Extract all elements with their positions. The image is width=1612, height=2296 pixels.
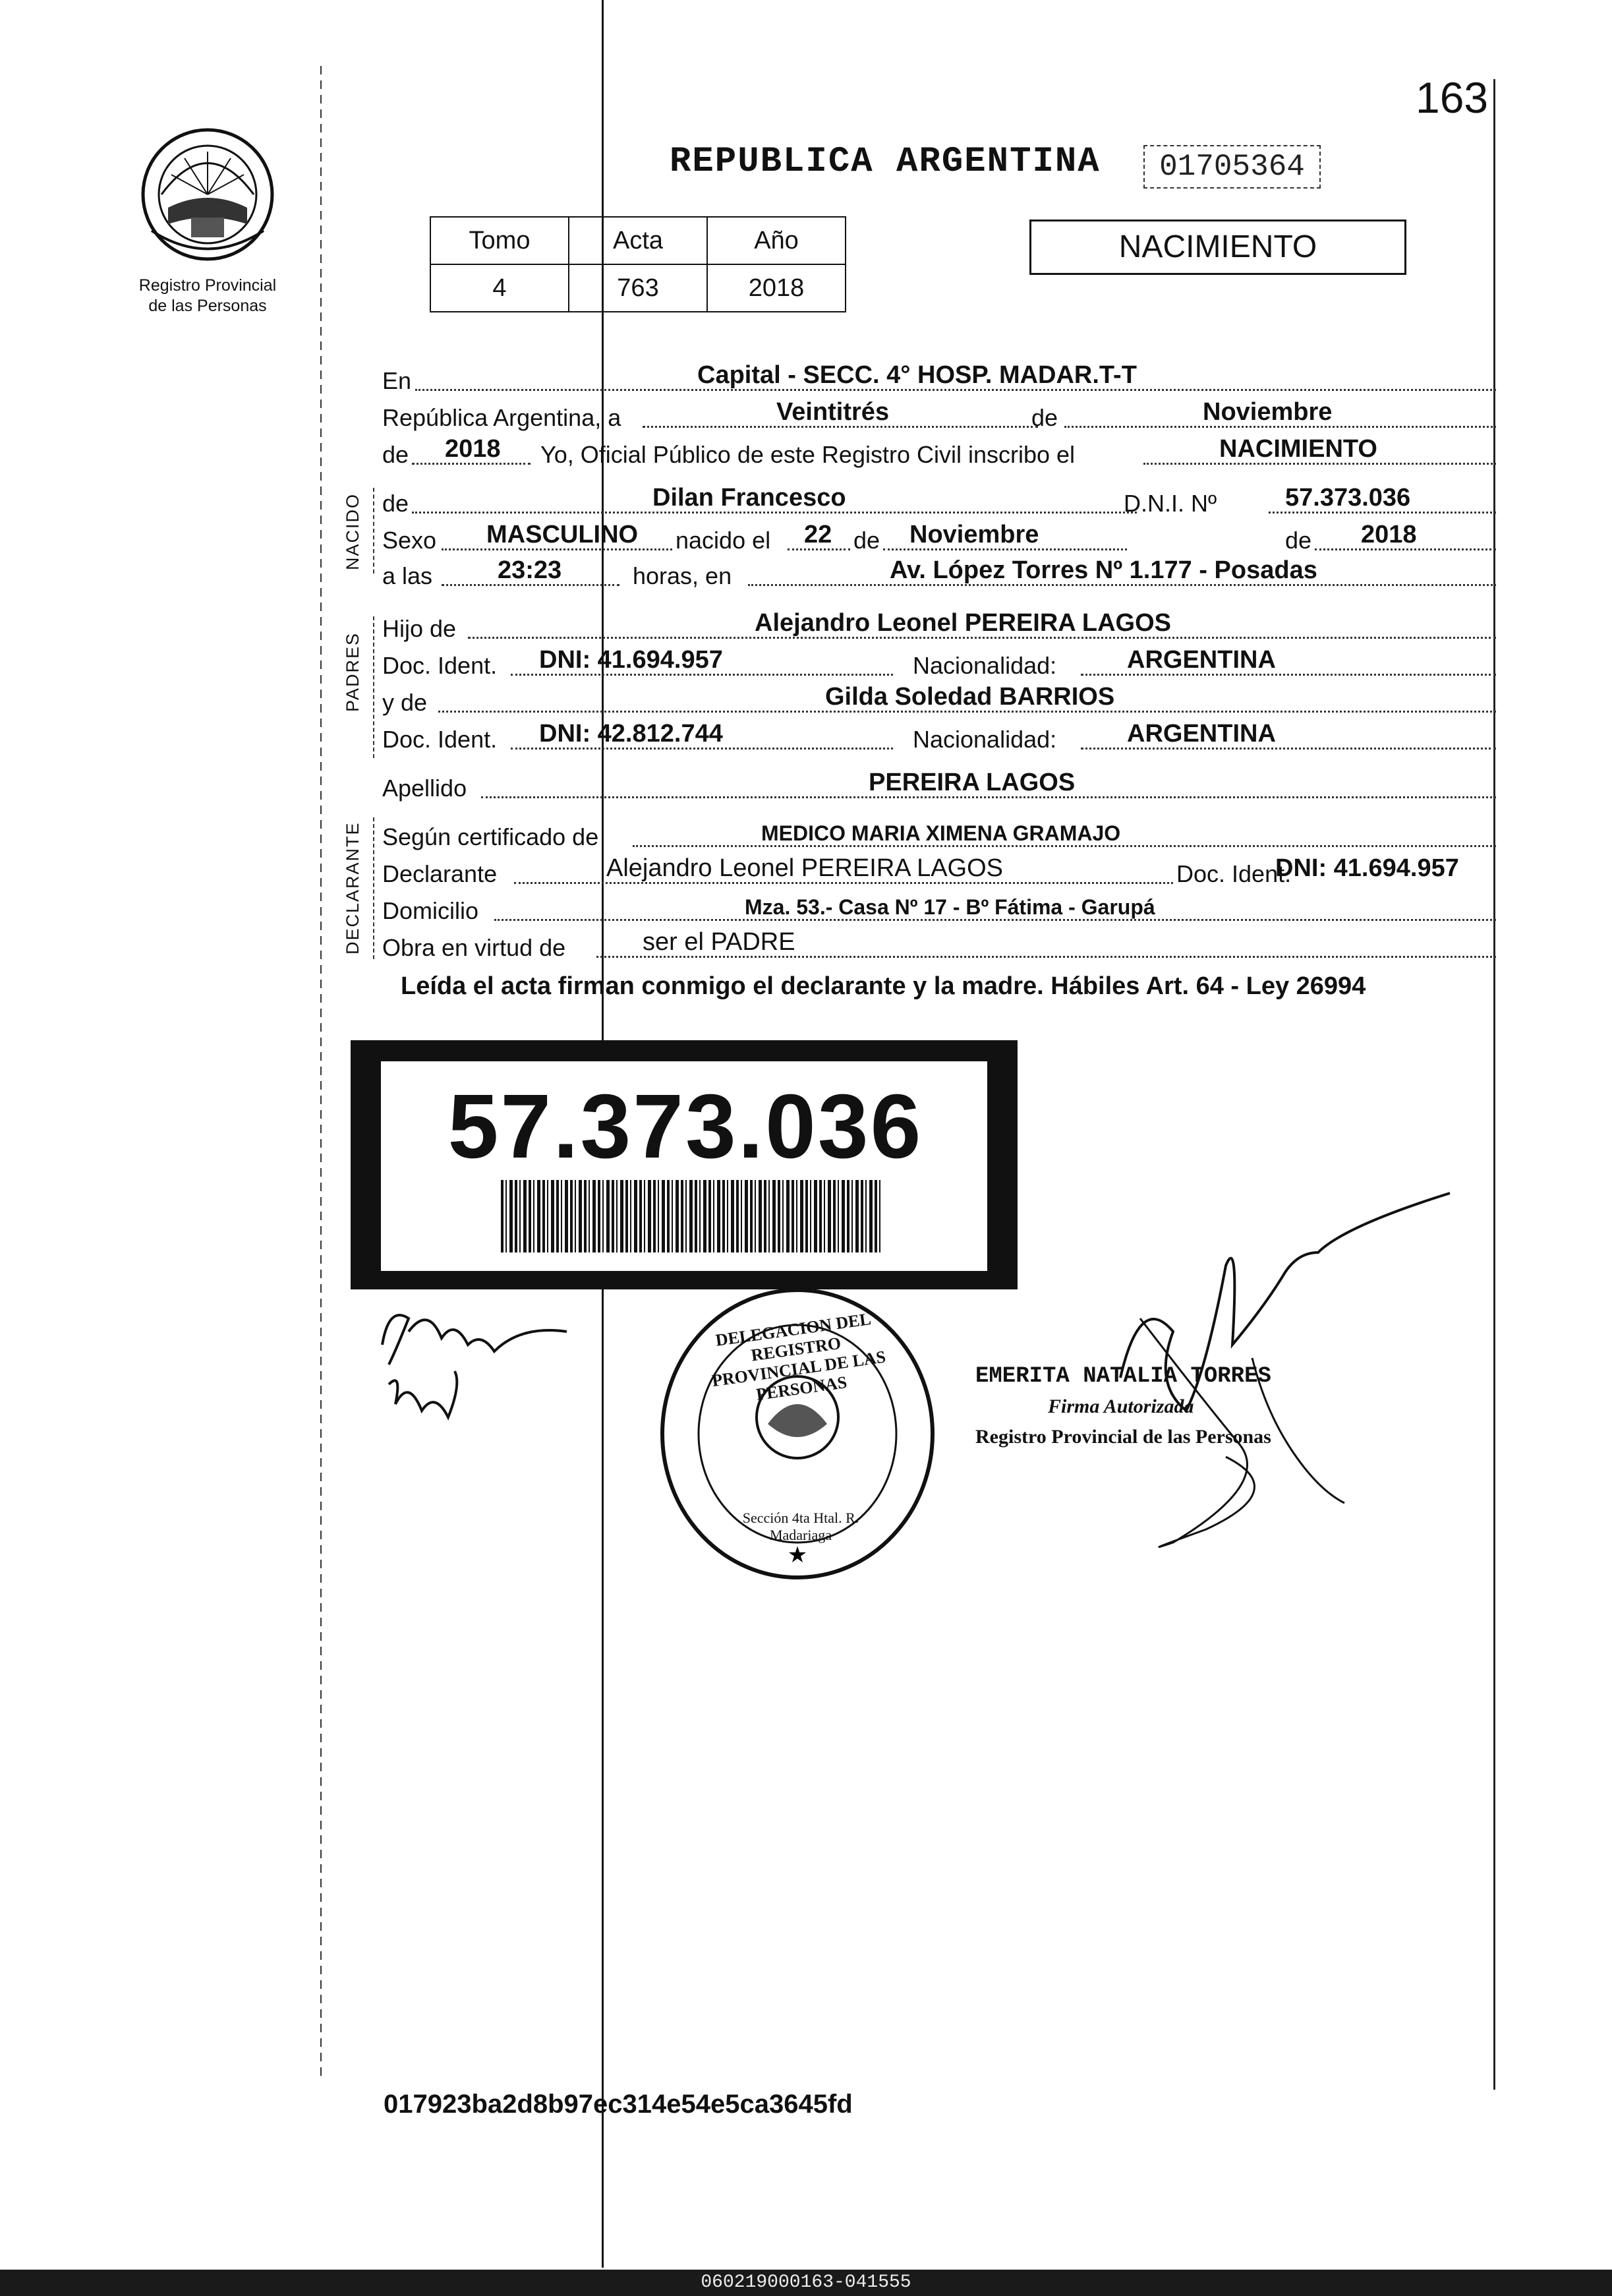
label-declarante: Declarante [382,860,498,887]
label-oficial-text: Yo, Oficial Público de este Registro Civil inscribo el [540,441,1076,468]
value-acto: NACIMIENTO [1219,435,1377,463]
province-emblem-icon [138,125,277,264]
document-title: REPUBLICA ARGENTINA [670,142,1101,182]
value-acta: 763 [569,264,707,312]
header-ano: Año [707,217,846,264]
label-a-las: a las [382,562,433,589]
value-ano: 2018 [707,264,846,312]
row-father-name [382,606,1470,643]
row-place [382,359,1470,395]
document-hash: 017923ba2d8b97ec314e54e5ca3645fd [384,2090,853,2119]
value-birth-place: Av. López Torres Nº 1.177 - Posadas [890,556,1317,584]
handwritten-signature-left [369,1292,587,1437]
label-doc-ident-2: Doc. Ident. [382,726,498,753]
row-mother-doc [382,717,1470,753]
value-mother-doc: DNI: 42.812.744 [539,720,723,748]
row-surname [382,766,1470,802]
value-father-doc: DNI: 41.694.957 [539,646,723,674]
label-dni: D.N.I. Nº [1124,490,1217,517]
row-obra [382,926,1470,962]
row-date [382,396,1470,432]
label-de4: de [853,527,880,554]
value-apellido: PEREIRA LAGOS [869,769,1076,796]
declarante-bracket [373,817,374,959]
authorized-signer [975,1361,1344,1452]
header-acta: Acta [569,217,707,264]
page-number: 163 [1416,73,1489,122]
row-father-doc [382,643,1470,680]
value-father-name: Alejandro Leonel PEREIRA LAGOS [755,609,1172,637]
label-en: En [382,367,412,394]
tomo-acta-ano-table [430,216,846,312]
section-label-padres: PADRES [343,632,362,712]
label-doc-ident-3: Doc. Ident. [1176,860,1292,887]
label-apellido: Apellido [382,775,467,802]
value-child-name: Dilan Francesco [652,484,846,512]
signer-role: Firma Autorizada [1048,1396,1194,1417]
right-margin-line [1493,79,1495,2090]
row-time-place [382,554,1470,590]
value-child-dni: 57.373.036 [1285,484,1411,512]
label-doc-ident: Doc. Ident. [382,652,498,679]
value-birth-year: 2018 [1361,521,1417,548]
label-nacionalidad: Nacionalidad: [913,652,1057,679]
registry-label [125,276,290,316]
section-label-declarante: DECLARANTE [343,821,362,955]
svg-text:★: ★ [787,1542,808,1568]
row-child-name [382,481,1470,517]
value-certificado: MEDICO MARIA XIMENA GRAMAJO [761,821,1121,845]
label-horas-en: horas, en [633,562,732,589]
value-birth-time: 23:23 [498,556,562,584]
label-nacido-el: nacido el [676,527,771,554]
value-domicilio: Mza. 53.- Casa Nº 17 - Bº Fátima - Garupá [745,895,1155,919]
row-address [382,889,1470,925]
label-obra-en-virtud: Obra en virtud de [382,934,566,961]
registry-label-line2: de las Personas [148,297,267,315]
label-de3: de [382,490,409,517]
scan-footer-code: 060219000163-041555 [0,2270,1612,2296]
label-de: de [1031,404,1058,431]
signer-name: EMERITA NATALIA TORRES [975,1364,1271,1389]
value-month: Noviembre [1203,398,1333,426]
left-margin-line [320,66,322,2076]
padres-bracket [373,616,374,758]
row-sex-birth [382,518,1470,554]
section-label-nacido: NACIDO [343,492,362,570]
value-mother-name: Gilda Soledad BARRIOS [825,683,1115,711]
nacido-bracket [373,488,374,574]
seal-inner-text: Sección 4ta Htal. R. Madariaga [742,1510,859,1543]
signer-org: Registro Provincial de las Personas [975,1426,1271,1448]
row-year-acto [382,432,1470,469]
label-domicilio: Domicilio [382,897,479,924]
label-de5: de [1285,527,1312,554]
act-type-box: NACIMIENTO [1029,220,1406,275]
value-sexo: MASCULINO [486,521,639,548]
value-father-nat: ARGENTINA [1127,646,1276,674]
dni-barcode [501,1180,883,1252]
header-tomo: Tomo [430,217,569,264]
value-mother-nat: ARGENTINA [1127,720,1276,748]
row-mother-name [382,680,1470,717]
dni-sticker-number: 57.373.036 [447,1076,923,1177]
label-nacionalidad-2: Nacionalidad: [913,726,1057,753]
value-tomo: 4 [430,264,569,312]
label-republica: República Argentina, a [382,404,621,431]
label-hijo-de: Hijo de [382,615,457,642]
value-day-words: Veintitrés [776,398,890,426]
value-year: 2018 [445,435,501,463]
value-declarante-doc: DNI: 41.694.957 [1275,854,1459,882]
label-sexo: Sexo [382,527,437,554]
registry-label-line1: Registro Provincial [138,276,277,295]
row-declarant [382,852,1470,888]
serial-number-stamp: 01705364 [1143,145,1321,189]
value-place: Capital - SECC. 4° HOSP. MADAR.T-T [697,361,1137,389]
value-obra: ser el PADRE [643,928,795,956]
row-certificate [382,815,1470,851]
value-declarante: Alejandro Leonel PEREIRA LAGOS [606,854,1004,882]
closing-statement: Leída el acta firman conmigo el declarante y la madre. Hábiles Art. 64 - Ley 26994 [401,972,1366,1000]
label-de2: de [382,441,409,468]
label-segun-certificado: Según certificado de [382,823,599,850]
seal-outer-text: DELEGACION DEL REGISTRO PROVINCIAL DE LAS PERSONAS [710,1309,887,1405]
label-y-de: y de [382,689,428,716]
value-birth-month: Noviembre [909,521,1039,548]
value-birth-day: 22 [804,521,832,548]
